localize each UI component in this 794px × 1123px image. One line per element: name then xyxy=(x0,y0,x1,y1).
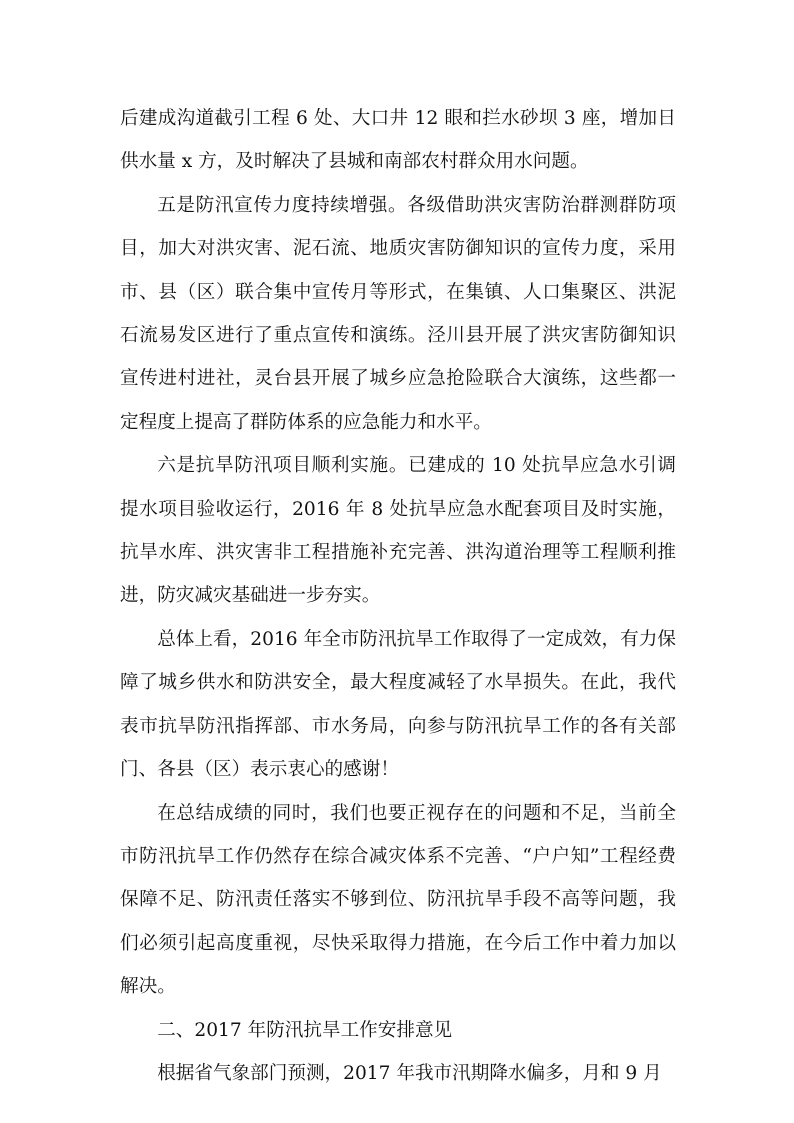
paragraph-continuation: 后建成沟道截引工程 6 处、大口井 12 眼和拦水砂坝 3 座，增加日供水量 x 方，及时解决了县城和南部农村群众用水问题。 xyxy=(120,108,676,173)
section-heading-2017-plan: 二、2017 年防汛抗旱工作安排意见 xyxy=(157,1019,453,1041)
paragraph-overall-summary: 总体上看，2016 年全市防汛抗旱工作取得了一定成效，有力保障了城乡供水和防洪安全，最大程度减轻了水旱损失。在此，我代表市抗旱防汛指挥部、市水务局，向参与防汛抗旱工作的各有关部门、各县（区）表示衷心的感谢！ xyxy=(120,628,676,781)
paragraph-forecast: 根据省气象部门预测，2017 年我市汛期降水偏多，月和 9 月 xyxy=(157,1062,662,1084)
paragraph-flood-publicity: 五是防汛宣传力度持续增强。各级借助洪灾害防治群测群防项目，加大对洪灾害、泥石流、地质灾害防御知识的宣传力度，采用市、县（区）联合集中宣传月等形式，在集镇、人口集聚区、洪泥石流易发区进行了重点宣传和演练。泾川县开展了洪灾害防御知识宣传进村进社，灵台县开展了城乡应急抢险联合大演练，这些都一定程度上提高了群防体系的应急能力和水平。 xyxy=(120,194,676,433)
paragraph-problems: 在总结成绩的同时，我们也要正视存在的问题和不足，当前全市防汛抗旱工作仍然存在综合减灾体系不完善、“户户知”工程经费保障不足、防汛责任落实不够到位、防汛抗旱手段不高等问题，我们必须引起高度重视，尽快采取得力措施，在今后工作中着力加以解决。 xyxy=(120,802,676,998)
document-body xyxy=(120,97,676,1095)
paragraph-drought-projects: 六是抗旱防汛项目顺利实施。已建成的 10 处抗旱应急水引调提水项目验收运行，2016 年 8 处抗旱应急水配套项目及时实施，抗旱水库、洪灾害非工程措施补充完善、洪沟道治理等工程顺利推进，防灾减灾基础进一步夯实。 xyxy=(120,455,676,607)
